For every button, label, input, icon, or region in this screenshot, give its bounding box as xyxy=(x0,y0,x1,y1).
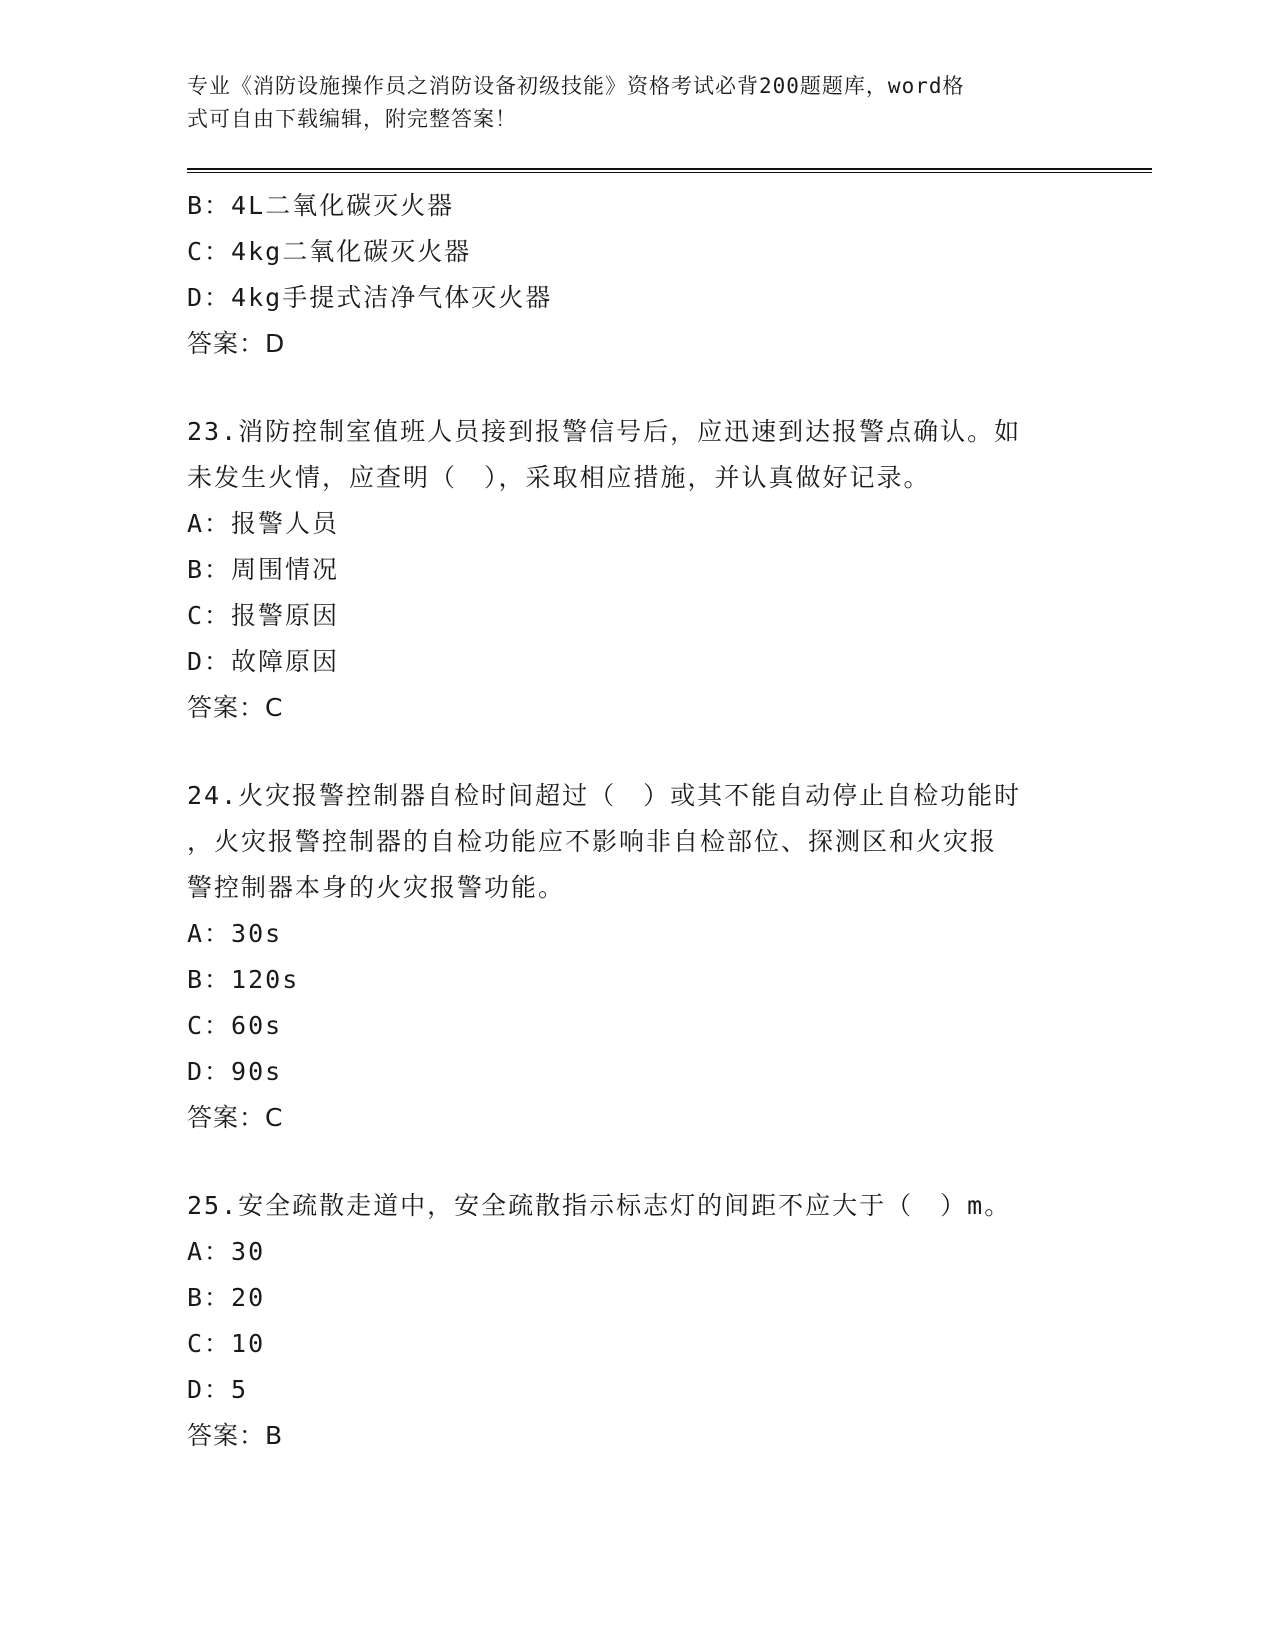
option-b: B：4L二氧化碳灭火器 xyxy=(187,191,455,220)
header-line: 专业《消防设施操作员之消防设备初级技能》资格考试必背200题题库，word格 xyxy=(187,74,965,98)
option-d: D：4kg手提式洁净气体灭火器 xyxy=(187,283,553,312)
header-line: 式可自由下载编辑，附完整答案！ xyxy=(187,107,517,131)
option-c: C：报警原因 xyxy=(187,601,340,630)
answer-line: 答案：B xyxy=(187,1421,284,1450)
document-header xyxy=(187,70,1067,136)
option-d: D：90s xyxy=(187,1057,283,1086)
header-divider xyxy=(187,168,1152,173)
question-block-23 xyxy=(187,409,1152,731)
answer-line: 答案：C xyxy=(187,693,284,722)
option-a: A：30s xyxy=(187,919,283,948)
question-stem-line: 警控制器本身的火灾报警功能。 xyxy=(187,873,566,902)
question-stem-line: 未发生火情，应查明（ ），采取相应措施，并认真做好记录。 xyxy=(187,463,931,492)
option-a: A：30 xyxy=(187,1237,266,1266)
option-a: A：报警人员 xyxy=(187,509,340,538)
answer-line: 答案：C xyxy=(187,1103,284,1132)
question-stem-line: 25.安全疏散走道中，安全疏散指示标志灯的间距不应大于（ ）m。 xyxy=(187,1191,1012,1220)
option-b: B：120s xyxy=(187,965,300,994)
document-body xyxy=(187,183,1152,1459)
question-stem-line: 23.消防控制室值班人员接到报警信号后，应迅速到达报警点确认。如 xyxy=(187,417,1022,446)
option-d: D：故障原因 xyxy=(187,647,340,676)
question-block-24 xyxy=(187,773,1152,1141)
question-block-25 xyxy=(187,1183,1152,1459)
option-b: B：20 xyxy=(187,1283,266,1312)
option-c: C：4kg二氧化碳灭火器 xyxy=(187,237,472,266)
document-page xyxy=(187,70,1152,1459)
option-b: B：周围情况 xyxy=(187,555,340,584)
answer-line: 答案：D xyxy=(187,329,286,358)
question-block-continued xyxy=(187,183,1152,367)
question-stem-line: ，火灾报警控制器的自检功能应不影响非自检部位、探测区和火灾报 xyxy=(187,827,998,856)
option-c: C：60s xyxy=(187,1011,283,1040)
option-d: D：5 xyxy=(187,1375,249,1404)
option-c: C：10 xyxy=(187,1329,266,1358)
question-stem-line: 24.火灾报警控制器自检时间超过（ ）或其不能自动停止自检功能时 xyxy=(187,781,1022,810)
